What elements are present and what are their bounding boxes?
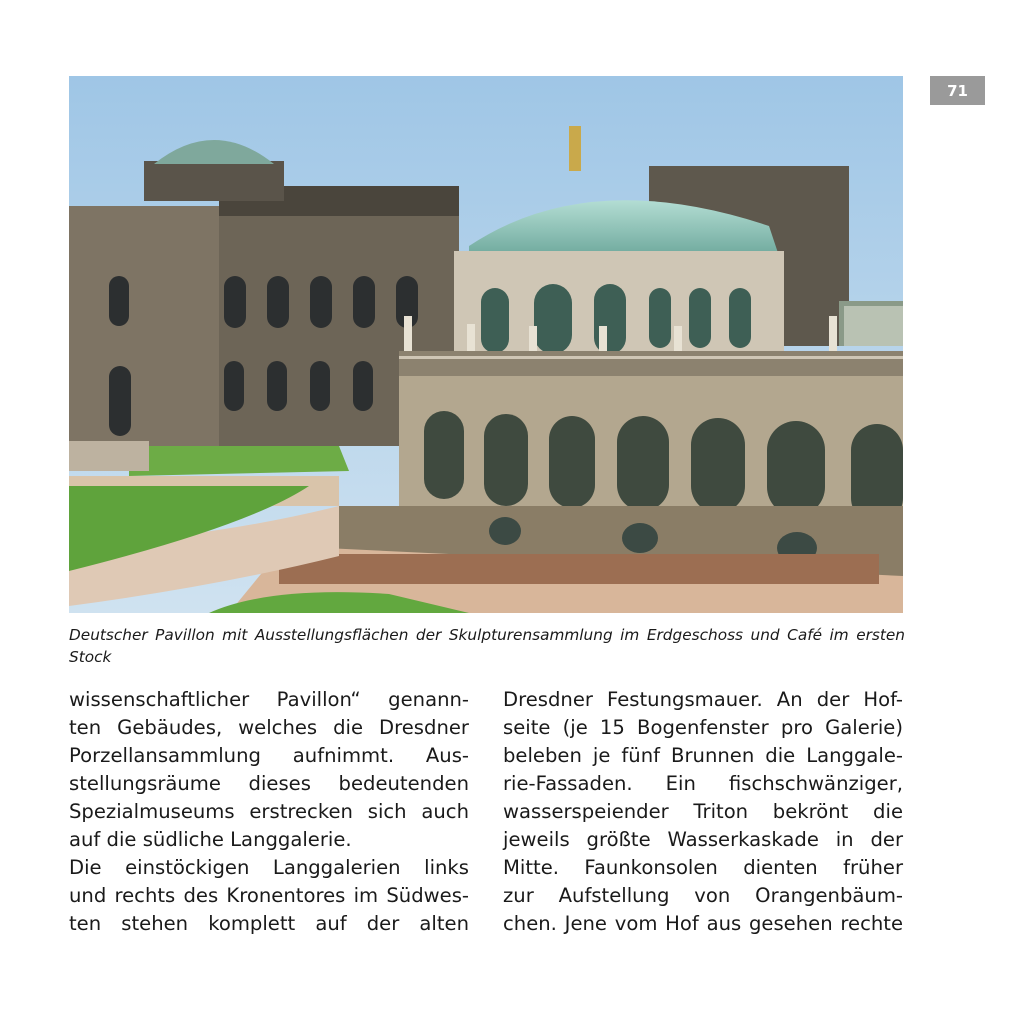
photo-caption: Deutscher Pavillon mit Ausstellungsflächen der Skulpturensammlung im Erdgeschoss und Café im ersten Stock	[69, 626, 905, 666]
text-line: jeweils größte Wasserkaskade in der	[503, 828, 903, 851]
text-line: zur Aufstellung von Orangenbäum-	[503, 884, 903, 907]
text-line: und rechts des Kronentores im Südwes-	[69, 884, 469, 907]
text-line: seite (je 15 Bogenfenster pro Galerie)	[503, 716, 903, 739]
text-line: wasserspeiender Triton bekrönt die	[503, 800, 903, 823]
body-text-right-column	[503, 686, 903, 938]
text-line: chen. Jene vom Hof aus gesehen rechte	[503, 912, 903, 935]
text-line: Dresdner Festungsmauer. An der Hof-	[503, 688, 903, 711]
text-line: Mitte. Faunkonsolen dienten früher	[503, 856, 903, 879]
text-line: stellungsräume dieses bedeutenden	[69, 772, 469, 795]
photo-deutscher-pavillon	[69, 76, 903, 613]
text-line: rie-Fassaden. Ein fischschwänziger,	[503, 772, 903, 795]
text-line: beleben je fünf Brunnen die Langgale-	[503, 744, 903, 767]
text-line: Spezialmuseums erstrecken sich auch	[69, 800, 469, 823]
body-text-left-column	[69, 686, 469, 938]
text-line: ten stehen komplett auf der alten	[69, 912, 469, 935]
text-line: wissenschaftlicher Pavillon“ genann-	[69, 688, 469, 711]
text-line: Porzellansammlung aufnimmt. Aus-	[69, 744, 469, 767]
text-line: ten Gebäudes, welches die Dresdner	[69, 716, 469, 739]
text-line: Die einstöckigen Langgalerien links	[69, 856, 469, 879]
page-number: 71	[930, 76, 985, 105]
text-line: auf die südliche Langgalerie.	[69, 828, 352, 851]
